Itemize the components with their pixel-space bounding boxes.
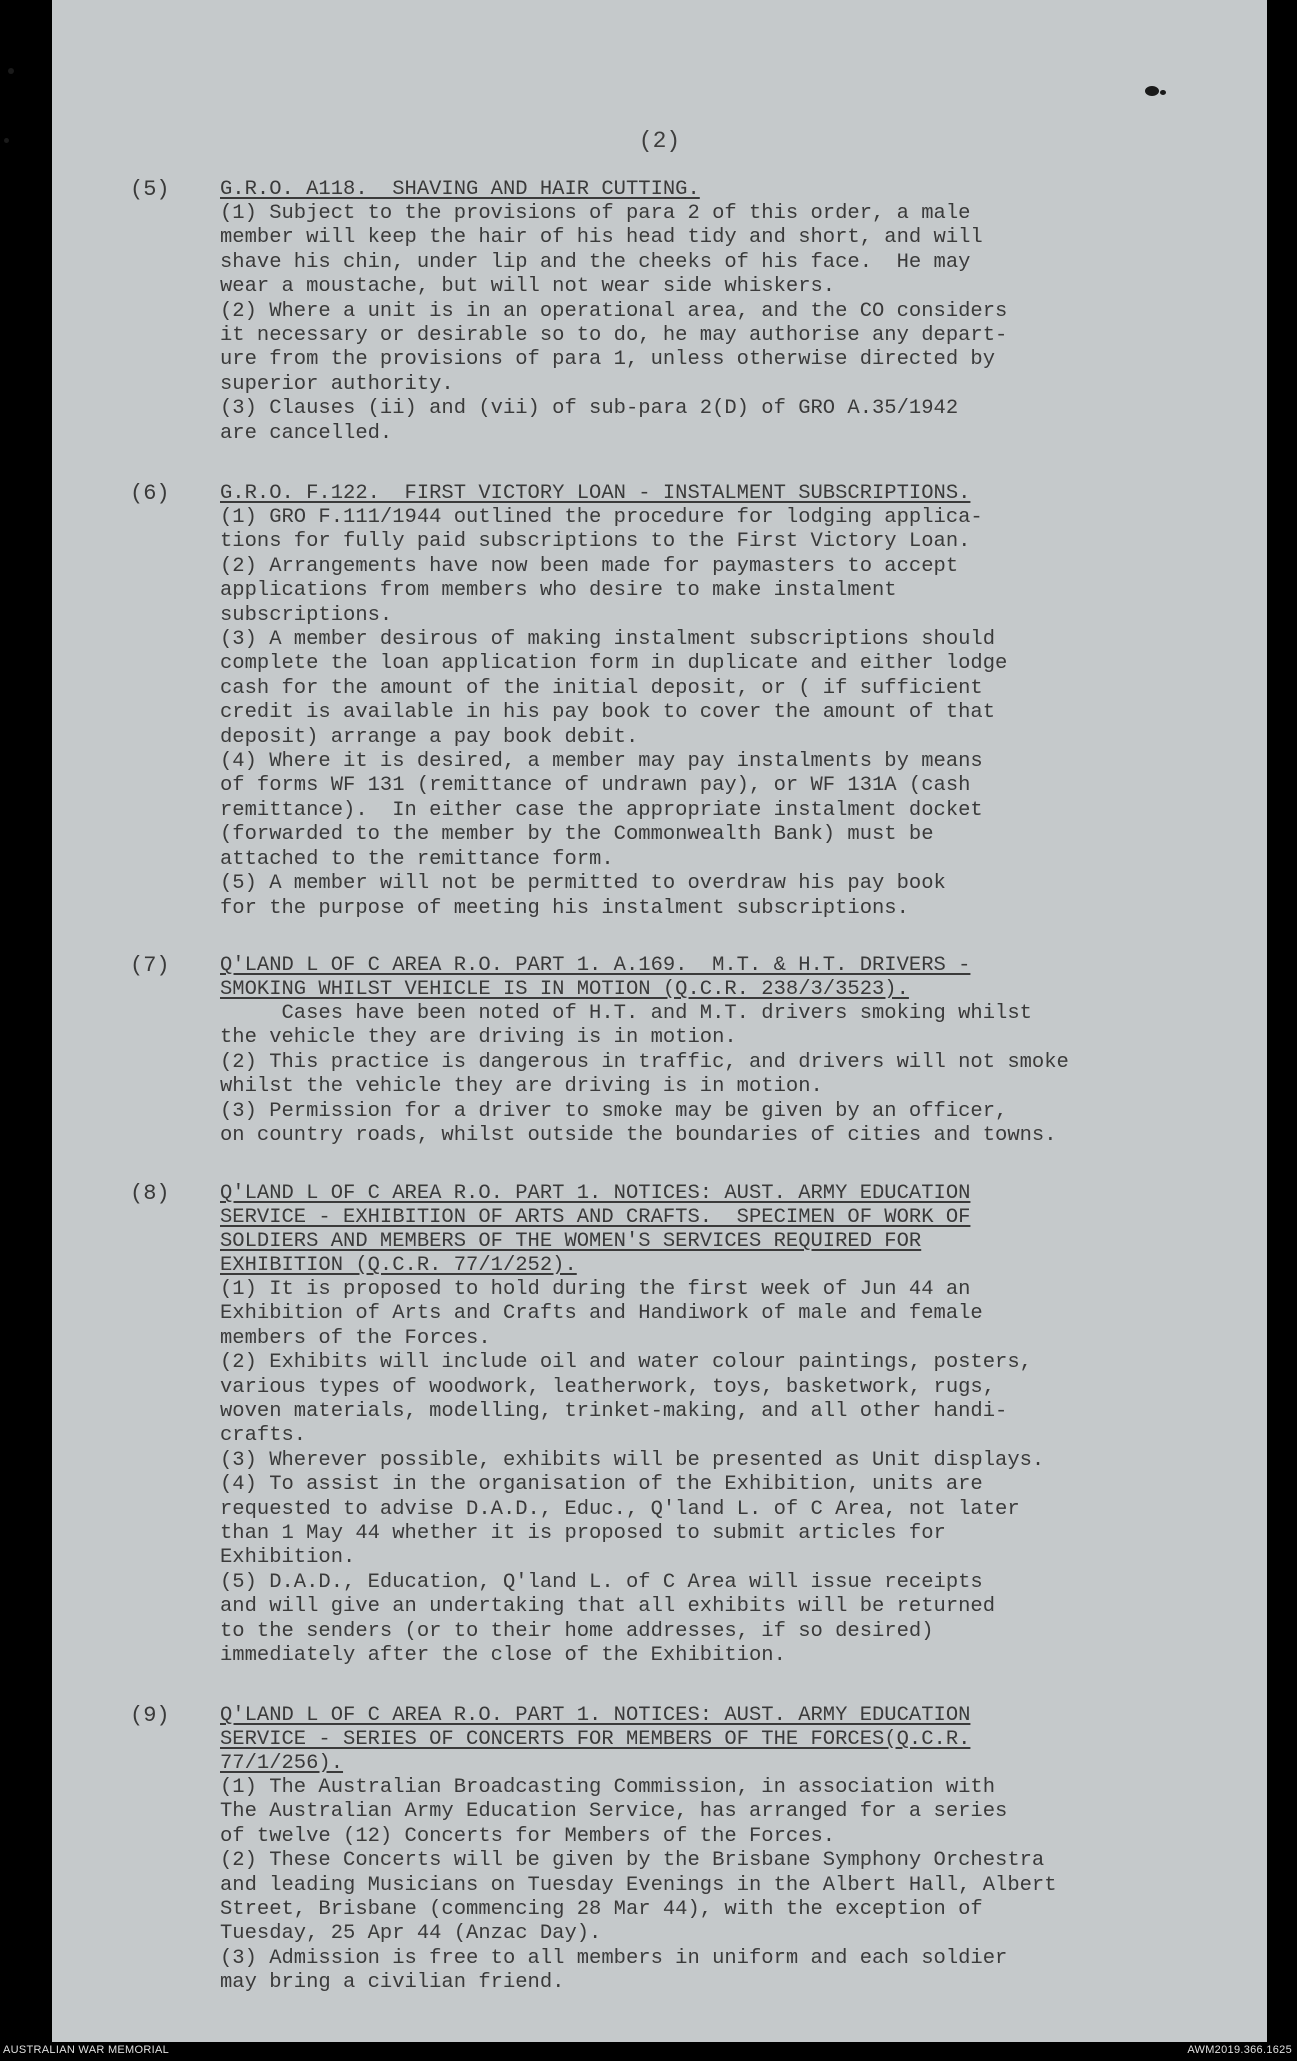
item-heading: Q'LAND L OF C AREA R.O. PART 1. A.169. M.T. & H.T. DRIVERS - — [220, 954, 971, 977]
item-text-line: (3) Admission is free to all members in uniform and each soldier — [220, 1946, 1008, 1970]
item-text-line: on country roads, whilst outside the boundaries of cities and towns. — [220, 1124, 1057, 1148]
document-page — [52, 0, 1267, 2042]
item-text-line: members of the Forces. — [220, 1326, 491, 1350]
item-text-line: (2) Exhibits will include oil and water colour paintings, posters, — [220, 1351, 1032, 1375]
item-text-line: Exhibition of Arts and Crafts and Handiwork of male and female — [220, 1302, 983, 1326]
item-text-line: complete the loan application form in duplicate and either lodge — [220, 652, 1008, 676]
item-text-line: it necessary or desirable so to do, he may authorise any depart- — [220, 324, 1008, 348]
item-heading: SERVICE - EXHIBITION OF ARTS AND CRAFTS. SPECIMEN OF WORK OF — [220, 1206, 971, 1229]
item-text-line: (4) Where it is desired, a member may pay instalments by means — [220, 750, 983, 774]
item-text-line: of forms WF 131 (remittance of undrawn pay), or WF 131A (cash — [220, 774, 971, 798]
archive-credit: AUSTRALIAN WAR MEMORIAL — [3, 2044, 170, 2056]
item-text-line: (1) GRO F.111/1944 outlined the procedure for lodging applica- — [220, 506, 983, 529]
archive-reference: AWM2019.366.1625 — [1187, 2044, 1292, 2056]
item-text-line: wear a moustache, but will not wear side whiskers. — [220, 275, 836, 299]
item-text-line: (2) Where a unit is in an operational area, and the CO considers — [220, 299, 1008, 323]
item-text-line: The Australian Army Education Service, has arranged for a series — [220, 1800, 1008, 1824]
item-text-line: for the purpose of meeting his instalment subscriptions. — [220, 896, 909, 920]
item-text-line: woven materials, modelling, trinket-making, and all other handi- — [220, 1400, 1008, 1424]
item-text-line: Cases have been noted of H.T. and M.T. drivers smoking whilst — [220, 1002, 1032, 1025]
item-heading: EXHIBITION (Q.C.R. 77/1/252). — [220, 1254, 577, 1277]
item-heading: Q'LAND L OF C AREA R.O. PART 1. NOTICES: AUST. ARMY EDUCATION — [220, 1704, 971, 1727]
punch-hole-mark — [4, 138, 9, 143]
item-text-line: and will give an undertaking that all exhibits will be returned — [220, 1595, 996, 1619]
item-text-line: member will keep the hair of his head tidy and short, and will — [220, 226, 983, 250]
item-text-line: tions for fully paid subscriptions to the First Victory Loan. — [220, 530, 971, 554]
item-text-line: subscriptions. — [220, 603, 393, 627]
item-number: (9) — [130, 1703, 170, 1728]
item-text-line: (1) The Australian Broadcasting Commission, in association with — [220, 1776, 996, 1799]
item-text-line: (3) A member desirous of making instalment subscriptions should — [220, 628, 996, 652]
item-text-line: requested to advise D.A.D., Educ., Q'land L. of C Area, not later — [220, 1497, 1020, 1521]
item-text-line: may bring a civilian friend. — [220, 1971, 565, 1995]
item-text-line: the vehicle they are driving is in motion. — [220, 1026, 737, 1050]
item-text-line: remittance). In either case the appropriate instalment docket — [220, 798, 983, 822]
item-text-line: (5) A member will not be permitted to overdraw his pay book — [220, 872, 946, 896]
item-text-line: immediately after the close of the Exhibition. — [220, 1644, 786, 1668]
item-number: (5) — [130, 177, 170, 202]
item-heading: G.R.O. F.122. FIRST VICTORY LOAN - INSTALMENT SUBSCRIPTIONS. — [220, 482, 971, 505]
item-text-line: than 1 May 44 whether it is proposed to submit articles for — [220, 1522, 946, 1546]
item-text-line: ure from the provisions of para 1, unless otherwise directed by — [220, 348, 996, 372]
item-heading: SMOKING WHILST VEHICLE IS IN MOTION (Q.C.R. 238/3/3523). — [220, 978, 909, 1001]
item-text-line: attached to the remittance form. — [220, 847, 614, 871]
punch-hole-mark — [8, 68, 14, 74]
item-text-line: whilst the vehicle they are driving is in motion. — [220, 1075, 823, 1099]
item-text-line: (forwarded to the member by the Commonwealth Bank) must be — [220, 823, 934, 847]
item-text-line: (3) Wherever possible, exhibits will be presented as Unit displays. — [220, 1448, 1045, 1472]
item-text-line: (2) Arrangements have now been made for paymasters to accept — [220, 554, 959, 578]
item-text-line: credit is available in his pay book to cover the amount of that — [220, 701, 996, 725]
item-heading: G.R.O. A118. SHAVING AND HAIR CUTTING. — [220, 178, 700, 201]
page-number: (2) — [638, 128, 681, 154]
item-text-line: shave his chin, under lip and the cheeks of his face. He may — [220, 250, 971, 274]
item-text-line: Street, Brisbane (commencing 28 Mar 44), with the exception of — [220, 1898, 983, 1922]
item-heading: Q'LAND L OF C AREA R.O. PART 1. NOTICES: AUST. ARMY EDUCATION — [220, 1182, 971, 1205]
item-text-line: Tuesday, 25 Apr 44 (Anzac Day). — [220, 1922, 602, 1946]
item-text-line: (2) This practice is dangerous in traffic, and drivers will not smoke — [220, 1050, 1069, 1074]
item-heading: 77/1/256). — [220, 1752, 344, 1775]
item-text-line: superior authority. — [220, 372, 454, 396]
item-number: (7) — [130, 953, 170, 978]
item-text-line: (1) It is proposed to hold during the first week of Jun 44 an — [220, 1278, 971, 1301]
ink-spot — [1145, 86, 1159, 96]
item-text-line: (3) Clauses (ii) and (vii) of sub-para 2(D) of GRO A.35/1942 — [220, 397, 959, 421]
item-text-line: deposit) arrange a pay book debit. — [220, 725, 639, 749]
item-text-line: to the senders (or to their home addresses, if so desired) — [220, 1619, 934, 1643]
item-text-line: cash for the amount of the initial deposit, or ( if sufficient — [220, 676, 983, 700]
item-text-line: (2) These Concerts will be given by the Brisbane Symphony Orchestra — [220, 1849, 1045, 1873]
item-text-line: Exhibition. — [220, 1546, 356, 1570]
item-text-line: of twelve (12) Concerts for Members of the Forces. — [220, 1824, 836, 1848]
item-number: (8) — [130, 1181, 170, 1206]
item-text-line: various types of woodwork, leatherwork, toys, basketwork, rugs, — [220, 1375, 996, 1399]
item-text-line: (4) To assist in the organisation of the Exhibition, units are — [220, 1473, 983, 1497]
item-text-line: crafts. — [220, 1424, 307, 1448]
item-text-line: (3) Permission for a driver to smoke may be given by an officer, — [220, 1099, 1008, 1123]
ink-spot — [1160, 90, 1166, 95]
item-text-line: (1) Subject to the provisions of para 2 of this order, a male — [220, 202, 971, 225]
item-number: (6) — [130, 481, 170, 506]
item-text-line: (5) D.A.D., Education, Q'land L. of C Area will issue receipts — [220, 1570, 983, 1594]
item-text-line: applications from members who desire to make instalment — [220, 579, 897, 603]
item-heading: SERVICE - SERIES OF CONCERTS FOR MEMBERS OF THE FORCES(Q.C.R. — [220, 1728, 971, 1751]
item-text-line: and leading Musicians on Tuesday Evenings in the Albert Hall, Albert — [220, 1873, 1057, 1897]
item-text-line: are cancelled. — [220, 421, 393, 445]
item-heading: SOLDIERS AND MEMBERS OF THE WOMEN'S SERVICES REQUIRED FOR — [220, 1230, 922, 1253]
